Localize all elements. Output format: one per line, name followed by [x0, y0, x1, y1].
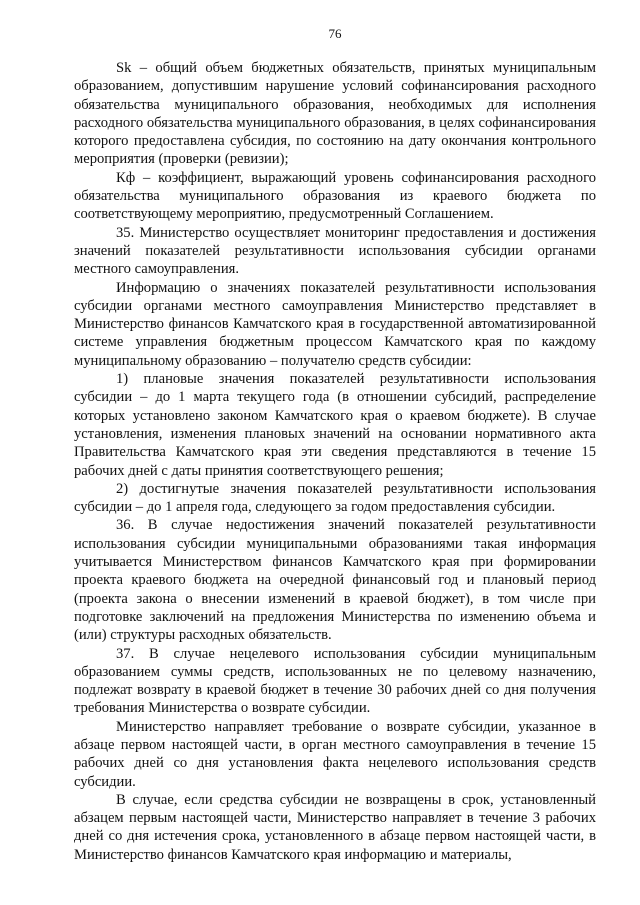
- paragraph: В случае, если средства субсидии не возвращены в срок, установленный абзацем первым настоящей части, Министерство направляет в течение 3 рабочих дней со дня истечения срока, установленного в абзаце первом настоящей части, в Министерство финансов Камчатского края информацию и материалы,: [74, 791, 596, 863]
- paragraph: 35. Министерство осуществляет мониторинг предоставления и достижения значений показателей результативности использования субсидии органами местного самоуправления.: [74, 224, 596, 278]
- paragraph: Информацию о значениях показателей результативности использования субсидии органами местного самоуправления Министерство представляет в Министерство финансов Камчатского края в государственной автоматизированной системе управления бюджетным процессом Камчатского края по каждому муниципальному образованию – получателю средств субсидии:: [74, 279, 596, 369]
- paragraph: Министерство направляет требование о возврате субсидии, указанное в абзаце первом настоящей части, в орган местного самоуправления в течение 15 рабочих дней со дня установления факта нецелевого использования средств субсидии.: [74, 718, 596, 790]
- paragraph: Кф – коэффициент, выражающий уровень софинансирования расходного обязательства муниципального образования из краевого бюджета по соответствующему мероприятию, предусмотренный Соглашением.: [74, 169, 596, 223]
- document-body: [74, 59, 596, 864]
- paragraph: 1) плановые значения показателей результативности использования субсидии – до 1 марта текущего года (в отношении субсидий, распределение которых установлено законом Камчатского края о краевом бюджете). В случае установления, изменения плановых значений на основании нормативного акта Правительства Камчатского края эти сведения представляются в течение 15 рабочих дней с даты принятия соответствующего решения;: [74, 371, 596, 479]
- paragraph: 37. В случае нецелевого использования субсидии муниципальным образованием суммы средств, использованных не по целевому назначению, подлежат возврату в краевой бюджет в течение 30 рабочих дней со дня получения требования Министерства о возврате субсидии.: [74, 645, 596, 717]
- paragraph: 36. В случае недостижения значений показателей результативности использования субсидии муниципальными образованиями такая информация учитывается Министерством финансов Камчатского края при формировании проекта краевого бюджета на очередной финансовый год и плановый период (проекта закона о внесении изменений в краевой бюджет), в том числе при подготовке заключений на предложения Министерства по изменению объема и (или) структуры расходных обязательств.: [74, 517, 596, 644]
- page-number: 76: [328, 26, 342, 41]
- paragraph: 2) достигнутые значения показателей результативности использования субсидии – до 1 апреля года, следующего за годом предоставления субсидии.: [74, 480, 596, 516]
- paragraph: Sk – общий объем бюджетных обязательств, принятых муниципальным образованием, допустившим нарушение условий софинансирования расходного обязательства муниципального образования, необходимых для исполнения расходного обязательства муниципального образования, в целях софинансирования которого предоставлена субсидия, по состоянию на дату окончания контрольного мероприятия (проверки (ревизии);: [74, 60, 596, 168]
